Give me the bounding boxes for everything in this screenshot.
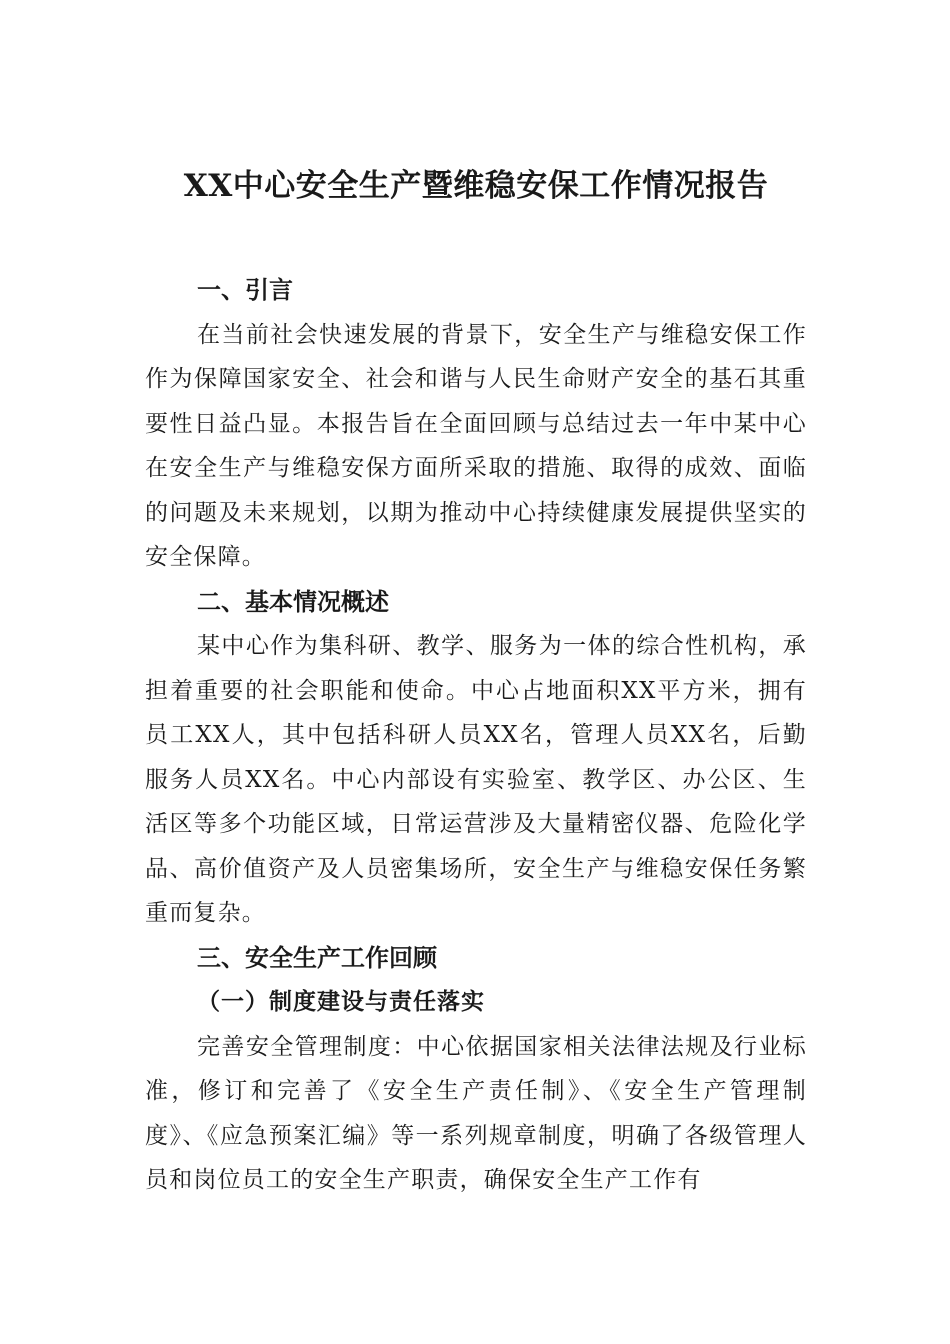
review-paragraph: 完善安全管理制度：中心依据国家相关法律法规及行业标准，修订和完善了《安全生产责任制》、《安全生产管理制度》、《应急预案汇编》等一系列规章制度，明确了各级管理人员和岗位员工的安全生产职责，确保安全生产工作有 — [145, 1033, 807, 1193]
document-title: XX中心安全生产暨维稳安保工作情况报告 — [183, 168, 769, 204]
overview-paragraph: 某中心作为集科研、教学、服务为一体的综合性机构，承担着重要的社会职能和使命。中心占地面积XX平方米，拥有员工XX人，其中包括科研人员XX名，管理人员XX名，后勤服务人员XX名。中心内部设有实验室、教学区、办公区、生活区等多个功能区域，日常运营涉及大量精密仪器、危险化学品、高价值资产及人员密集场所，安全生产与维稳安保任务繁重而复杂。 — [145, 633, 807, 926]
section-heading-overview: 二、基本情况概述 — [197, 587, 389, 616]
section-heading-review: 三、安全生产工作回顾 — [197, 943, 437, 972]
document-page — [145, 150, 807, 1203]
subsection-heading-system: （一）制度建设与责任落实 — [197, 988, 485, 1015]
intro-paragraph: 在当前社会快速发展的背景下，安全生产与维稳安保工作作为保障国家安全、社会和谐与人民生命财产安全的基石其重要性日益凸显。本报告旨在全面回顾与总结过去一年中某中心在安全生产与维稳安保方面所采取的措施、取得的成效、面临的问题及未来规划，以期为推动中心持续健康发展提供坚实的安全保障。 — [145, 321, 807, 570]
section-heading-intro: 一、引言 — [197, 276, 293, 304]
